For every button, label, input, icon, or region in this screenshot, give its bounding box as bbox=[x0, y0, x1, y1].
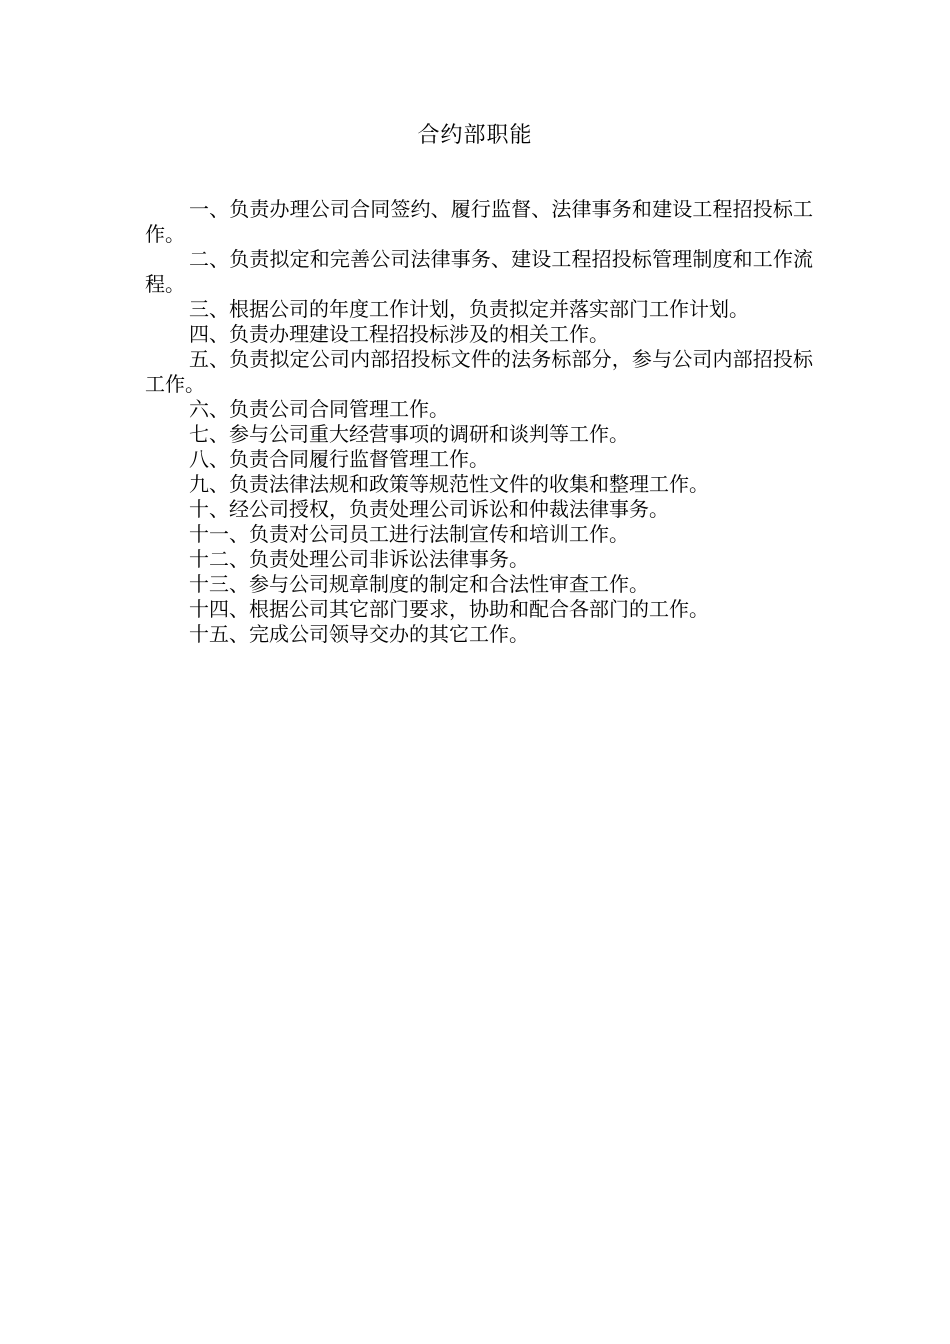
paragraph-item-13: 十三、参与公司规章制度的制定和合法性审查工作。 bbox=[189, 572, 649, 596]
document-title: 合约部职能 bbox=[417, 123, 533, 148]
paragraph-item-5: 五、负责拟定公司内部招投标文件的法务标部分，参与公司内部招投标工作。 bbox=[145, 347, 813, 396]
paragraph-item-10: 十、经公司授权，负责处理公司诉讼和仲裁法律事务。 bbox=[189, 497, 669, 521]
document-body bbox=[145, 197, 813, 647]
paragraph-item-7: 七、参与公司重大经营事项的调研和谈判等工作。 bbox=[189, 422, 629, 446]
paragraph-item-14: 十四、根据公司其它部门要求，协助和配合各部门的工作。 bbox=[189, 597, 709, 621]
paragraph-item-6: 六、负责公司合同管理工作。 bbox=[189, 397, 449, 421]
paragraph-item-1: 一、负责办理公司合同签约、履行监督、法律事务和建设工程招投标工作。 bbox=[145, 197, 813, 246]
paragraph-item-12: 十二、负责处理公司非诉讼法律事务。 bbox=[189, 547, 529, 571]
paragraph-item-4: 四、负责办理建设工程招投标涉及的相关工作。 bbox=[189, 322, 609, 346]
paragraph-item-9: 九、负责法律法规和政策等规范性文件的收集和整理工作。 bbox=[189, 472, 709, 496]
paragraph-item-15: 十五、完成公司领导交办的其它工作。 bbox=[189, 622, 529, 646]
paragraph-item-2: 二、负责拟定和完善公司法律事务、建设工程招投标管理制度和工作流程。 bbox=[145, 247, 813, 296]
paragraph-item-11: 十一、负责对公司员工进行法制宣传和培训工作。 bbox=[189, 522, 629, 546]
paragraph-item-3: 三、根据公司的年度工作计划，负责拟定并落实部门工作计划。 bbox=[189, 297, 749, 321]
paragraph-item-8: 八、负责合同履行监督管理工作。 bbox=[189, 447, 489, 471]
